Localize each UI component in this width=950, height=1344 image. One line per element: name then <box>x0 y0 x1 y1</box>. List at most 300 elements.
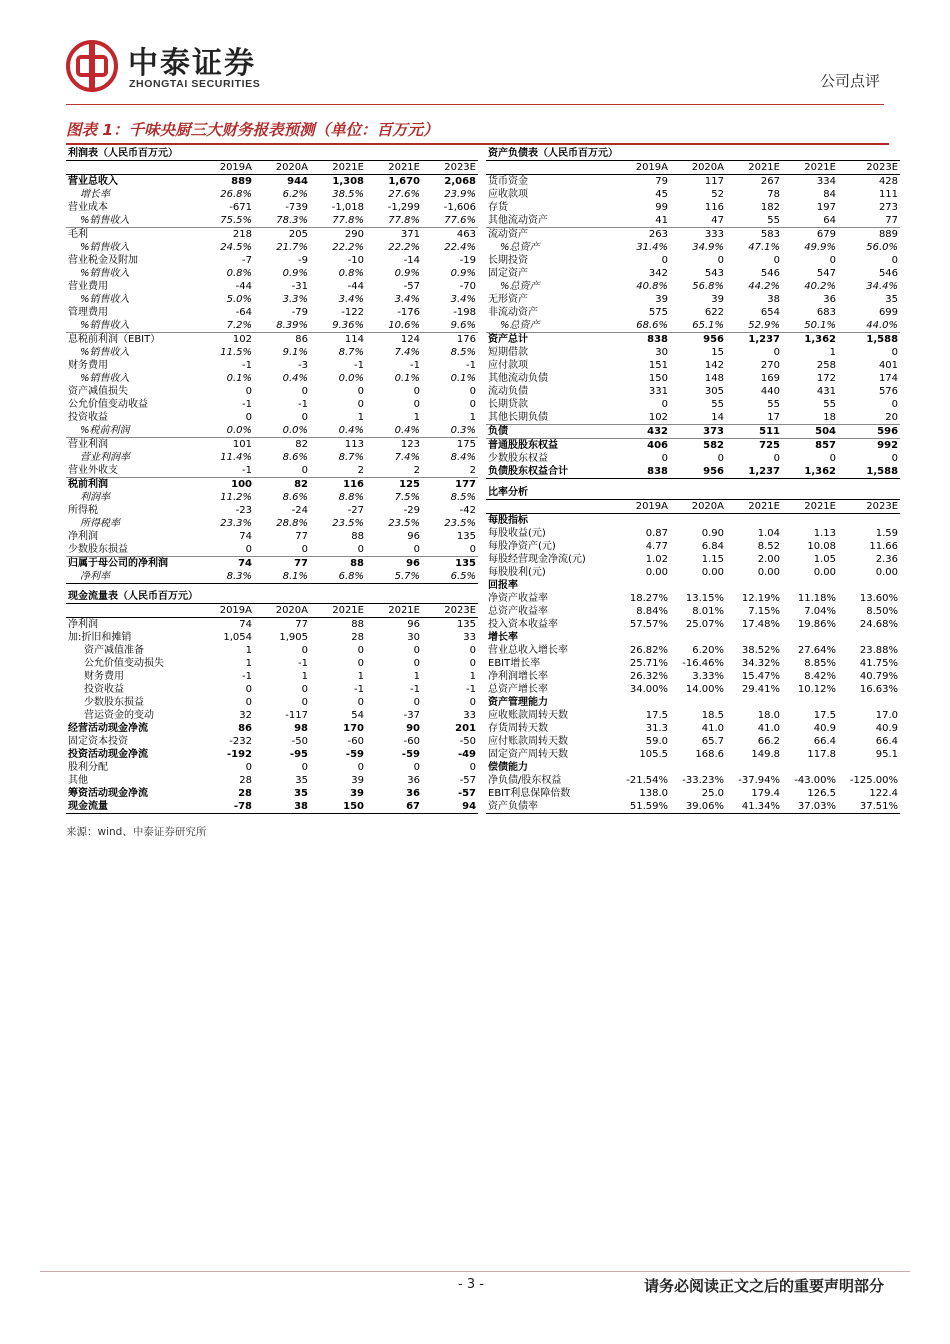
year-header: 2023E <box>838 500 900 514</box>
row-value: 331 <box>648 386 668 397</box>
row-value: 11.18% <box>797 593 836 604</box>
row-value <box>838 631 900 644</box>
row-value: 838 <box>616 333 670 347</box>
table-row <box>66 657 478 670</box>
row-value: 0 <box>661 453 668 464</box>
row-value: 7.2% <box>226 320 252 331</box>
row-value: -117 <box>285 710 308 721</box>
row-value: 26.32% <box>629 671 668 682</box>
row-label: 营运资金的变动 <box>84 710 154 721</box>
row-label: 归属于母公司的净利润 <box>66 557 198 571</box>
table-title: 现金流量表（人民币百万元） <box>66 590 478 604</box>
row-value: 0.0% <box>282 425 308 436</box>
table-row <box>66 696 478 709</box>
row-label: 所得税 <box>68 505 98 516</box>
row-value: 1,237 <box>726 333 782 347</box>
table-row <box>486 188 900 201</box>
row-value: 0.1% <box>226 373 252 384</box>
row-value: 17.5 <box>813 710 836 721</box>
row-label: 应收款项 <box>488 189 528 200</box>
row-value: -33.23% <box>682 775 724 786</box>
table-row <box>486 241 900 254</box>
row-value: 889 <box>231 176 252 187</box>
row-value: 0 <box>773 347 780 358</box>
row-label: 营业总收入增长率 <box>488 645 568 656</box>
row-value: 40.2% <box>804 281 836 292</box>
table-row <box>66 761 478 774</box>
row-label: 净资产收益率 <box>488 593 548 604</box>
row-value: 34.00% <box>629 684 668 695</box>
row-label: 存货周转天数 <box>488 723 548 734</box>
row-value: -57 <box>457 788 477 799</box>
table-row <box>66 504 478 517</box>
table-row <box>66 228 478 242</box>
table-row <box>66 254 478 267</box>
row-value: 30 <box>655 347 668 358</box>
row-value: 197 <box>816 202 836 213</box>
row-value: 1 <box>357 671 364 682</box>
row-value: 679 <box>782 228 838 242</box>
row-value: 2 <box>357 465 364 476</box>
row-value: -1 <box>354 360 364 371</box>
row-value: -7 <box>242 255 252 266</box>
row-value: 22.4% <box>444 242 476 253</box>
table-row <box>486 735 900 748</box>
row-value: 18.27% <box>629 593 668 604</box>
row-value: 440 <box>760 386 780 397</box>
row-value <box>726 696 782 709</box>
row-value: -43.00% <box>794 775 836 786</box>
row-value: -1 <box>242 671 252 682</box>
row-value: -24 <box>291 505 308 516</box>
row-value: 0 <box>413 544 420 555</box>
row-value: 39.06% <box>670 800 726 814</box>
row-value: 0.90 <box>701 528 724 539</box>
row-value: 117.8 <box>807 749 836 760</box>
table-row <box>486 800 900 814</box>
row-value: 0 <box>717 453 724 464</box>
row-value: 65.7 <box>701 736 724 747</box>
year-header: 2021E <box>726 500 782 514</box>
row-value: 0.0% <box>338 373 364 384</box>
row-value: 172 <box>816 373 836 384</box>
row-value: 77.6% <box>444 215 476 226</box>
page-number: - 3 - <box>458 1277 484 1292</box>
row-value: 1,362 <box>782 333 838 347</box>
row-value: 102 <box>198 333 254 347</box>
row-value: 176 <box>422 333 478 347</box>
row-label: 公允价值变动损失 <box>84 658 164 669</box>
row-value: 8.50% <box>866 606 899 617</box>
table-row <box>66 748 478 761</box>
year-header: 2023E <box>422 161 478 175</box>
row-value: 6.84 <box>701 541 724 552</box>
row-label: 资产减值损失 <box>68 386 128 397</box>
row-value: 0 <box>891 399 899 410</box>
row-value: 0 <box>357 386 364 397</box>
row-value: -1 <box>410 684 420 695</box>
row-value: 889 <box>838 228 900 242</box>
row-value: -70 <box>459 281 476 292</box>
row-label: 营业成本 <box>68 202 108 213</box>
row-value: 0 <box>245 762 252 773</box>
table-row <box>486 540 900 553</box>
row-value: 150 <box>648 373 668 384</box>
row-value: 201 <box>455 723 477 734</box>
row-value: 7.15% <box>748 606 780 617</box>
row-value: 0.00 <box>701 567 724 578</box>
row-value: 7.4% <box>394 347 420 358</box>
table-row <box>66 372 478 385</box>
row-value: 992 <box>838 439 900 453</box>
row-value: 0.87 <box>645 528 668 539</box>
year-header: 2021E <box>366 604 422 618</box>
row-value: 77 <box>254 557 310 571</box>
year-header: 2021E <box>782 161 838 175</box>
row-value: 8.39% <box>276 320 308 331</box>
row-value <box>782 696 838 709</box>
row-value: 32 <box>239 710 252 721</box>
row-value: 9.6% <box>450 320 476 331</box>
row-value: 683 <box>816 307 836 318</box>
row-value: 34.9% <box>692 242 724 253</box>
row-label: 总资产收益率 <box>488 606 548 617</box>
row-value <box>782 631 838 644</box>
row-value: 1 <box>357 412 364 423</box>
row-value: 74 <box>239 531 252 542</box>
row-value <box>670 631 726 644</box>
year-header: 2021E <box>782 500 838 514</box>
row-label: 净负债/股东权益 <box>488 775 562 786</box>
row-value: 0 <box>245 412 252 423</box>
figure-title-rule <box>66 143 889 145</box>
balance-sheet-table <box>486 147 900 479</box>
row-value: 0 <box>357 399 364 410</box>
row-value: 11.66 <box>869 541 899 552</box>
row-value: 30 <box>407 632 420 643</box>
table-row <box>486 709 900 722</box>
row-value: 0 <box>773 453 780 464</box>
row-value: 1 <box>829 347 836 358</box>
row-value: 334 <box>816 176 836 187</box>
row-label: 利润率 <box>80 492 110 503</box>
year-header-blank <box>486 500 616 514</box>
row-value: 55 <box>711 399 724 410</box>
row-value: 37.03% <box>782 800 838 814</box>
row-label: 偿债能力 <box>488 762 528 773</box>
row-label: 营业利润率 <box>80 452 130 463</box>
row-value <box>838 514 900 528</box>
row-value: 205 <box>254 228 310 242</box>
table-row <box>486 579 900 592</box>
row-value: 77 <box>295 531 308 542</box>
table-row <box>66 438 478 452</box>
row-label: 固定资产周转天数 <box>488 749 568 760</box>
zhongtai-logo-icon <box>66 40 118 92</box>
row-value: -50 <box>291 736 308 747</box>
row-label: 资产管理能力 <box>488 697 548 708</box>
table-row <box>66 735 478 748</box>
row-label: 营业外收支 <box>68 465 118 476</box>
row-label: 净利润 <box>68 619 98 630</box>
row-value <box>838 761 900 774</box>
row-value: 406 <box>616 439 670 453</box>
row-value: -192 <box>226 749 252 760</box>
row-value: 36 <box>406 788 420 799</box>
row-value: 15 <box>711 347 724 358</box>
row-label: 应收账款周转天数 <box>488 710 568 721</box>
row-value: 0.0% <box>226 425 252 436</box>
row-value: 3.4% <box>394 294 420 305</box>
row-value: 38 <box>767 294 780 305</box>
row-value: 12.19% <box>741 593 780 604</box>
row-value: 9.36% <box>332 320 364 331</box>
row-value: 37.51% <box>838 800 900 814</box>
row-label: 普通股股东权益 <box>486 439 616 453</box>
row-value: 7.5% <box>394 492 420 503</box>
row-value: 543 <box>704 268 724 279</box>
row-value: 0.00 <box>757 567 780 578</box>
row-value: -10 <box>347 255 364 266</box>
row-value: 10.6% <box>388 320 420 331</box>
table-row <box>486 787 900 800</box>
table-row <box>66 478 478 492</box>
row-value: -1 <box>242 399 252 410</box>
row-value: 55 <box>767 399 780 410</box>
row-value: 64 <box>823 215 836 226</box>
row-label: EBIT增长率 <box>488 658 541 669</box>
row-label: 负债股东权益合计 <box>486 465 616 479</box>
row-value: 124 <box>366 333 422 347</box>
row-value: 96 <box>366 557 422 571</box>
row-value: 13.15% <box>685 593 724 604</box>
row-value: 54 <box>351 710 364 721</box>
row-value: 1 <box>469 412 476 423</box>
row-value: 0.00 <box>813 567 836 578</box>
row-value: 21.7% <box>276 242 308 253</box>
row-value: 39 <box>711 294 724 305</box>
row-label: 少数股东权益 <box>488 453 548 464</box>
row-value: 956 <box>670 465 726 479</box>
row-value: 8.1% <box>254 570 310 584</box>
row-value: 575 <box>648 307 668 318</box>
table-title: 利润表（人民币百万元） <box>66 147 478 161</box>
row-value: 174 <box>878 373 899 384</box>
row-value: -176 <box>397 307 420 318</box>
row-value: 1.04 <box>757 528 780 539</box>
row-value: 13.60% <box>859 593 899 604</box>
row-value: 0.9% <box>450 268 476 279</box>
row-label: 其他流动资产 <box>488 215 548 226</box>
row-value: -232 <box>229 736 252 747</box>
row-value: 2 <box>413 465 420 476</box>
row-value: -29 <box>403 505 420 516</box>
row-value: 17.0 <box>875 710 899 721</box>
row-value: 258 <box>816 360 836 371</box>
row-label: 负债 <box>486 425 616 439</box>
table-row <box>66 188 478 201</box>
row-value: -1 <box>298 399 308 410</box>
row-value: -1 <box>354 684 364 695</box>
table-row <box>486 657 900 670</box>
row-value: 0 <box>301 465 308 476</box>
row-value: 82 <box>254 478 310 492</box>
row-value: -50 <box>459 736 477 747</box>
header-divider <box>66 104 884 105</box>
row-label: 净利润 <box>68 531 98 542</box>
row-value: 8.85% <box>804 658 836 669</box>
ratio-analysis-table <box>486 486 900 814</box>
row-label: %总资产 <box>500 281 540 292</box>
row-value: 1.05 <box>813 554 836 565</box>
row-value: 75.5% <box>220 215 252 226</box>
row-value: 52 <box>711 189 724 200</box>
row-value <box>782 514 838 528</box>
row-value: -1 <box>298 658 308 669</box>
row-value: 41 <box>655 215 668 226</box>
row-value: 169 <box>760 373 780 384</box>
row-value: 0 <box>301 697 308 708</box>
row-value: -60 <box>347 736 364 747</box>
table-row <box>486 683 900 696</box>
row-value <box>726 631 782 644</box>
row-value: 105.5 <box>639 749 668 760</box>
row-value: 1.15 <box>701 554 724 565</box>
row-value: 342 <box>648 268 668 279</box>
row-value <box>616 514 670 528</box>
row-value: 290 <box>310 228 366 242</box>
row-value: 546 <box>760 268 780 279</box>
year-header: 2019A <box>616 161 670 175</box>
row-value: 15.47% <box>741 671 780 682</box>
row-value: 0 <box>357 645 364 656</box>
row-value <box>670 579 726 592</box>
row-value: 168.6 <box>695 749 724 760</box>
row-label: 营业总收入 <box>68 176 118 187</box>
row-value: 0 <box>357 762 364 773</box>
row-value: 39 <box>655 294 668 305</box>
row-value: 47 <box>711 215 724 226</box>
row-value: -1 <box>410 360 420 371</box>
row-value: 50.1% <box>804 320 836 331</box>
table-row <box>66 774 478 787</box>
row-label: 资产总计 <box>486 333 616 347</box>
table-row <box>66 306 478 319</box>
row-value: 20 <box>885 412 899 423</box>
row-value: -122 <box>341 307 364 318</box>
source-note: 来源：wind、中泰证券研究所 <box>66 826 207 838</box>
row-value: 8.84% <box>636 606 668 617</box>
table-row <box>66 644 478 657</box>
row-value: 125 <box>366 478 422 492</box>
row-value: 57.57% <box>629 619 668 630</box>
row-value: 45 <box>655 189 668 200</box>
row-value: 6.2% <box>282 189 308 200</box>
table-row <box>486 618 900 631</box>
disclaimer-note: 请务必阅读正文之后的重要声明部分 <box>643 1277 884 1295</box>
row-value: 0 <box>469 658 477 669</box>
row-label: 回报率 <box>488 580 518 591</box>
row-value: 2.36 <box>875 554 899 565</box>
table-row <box>486 228 900 242</box>
row-value: 7.04% <box>804 606 836 617</box>
row-value: 36 <box>823 294 836 305</box>
row-label: 税前利润 <box>66 478 198 492</box>
row-value: 29.41% <box>741 684 780 695</box>
row-value: 36 <box>407 775 420 786</box>
row-value: 88 <box>351 619 364 630</box>
row-value: 0 <box>661 399 668 410</box>
row-value: 59.0 <box>645 736 668 747</box>
table-row <box>486 319 900 333</box>
table-row <box>486 293 900 306</box>
row-value: 98 <box>294 723 308 734</box>
row-value: 0.4% <box>338 425 364 436</box>
table-row <box>66 201 478 214</box>
year-header: 2023E <box>838 161 900 175</box>
row-value: 77 <box>885 215 899 226</box>
row-label: 固定资产 <box>488 268 528 279</box>
row-value: 82 <box>254 438 310 452</box>
row-label: 每股股利(元) <box>488 567 546 578</box>
row-value <box>726 514 782 528</box>
row-label: %总资产 <box>500 242 540 253</box>
row-value: 944 <box>287 176 308 187</box>
row-value: 25.07% <box>685 619 724 630</box>
row-value: -59 <box>345 749 364 760</box>
row-value: 41.0 <box>757 723 780 734</box>
row-label: 货币资金 <box>488 176 528 187</box>
row-value: 102 <box>648 412 668 423</box>
row-value: 582 <box>670 439 726 453</box>
row-value: 138.0 <box>639 788 668 799</box>
row-label: 毛利 <box>66 228 198 242</box>
row-value <box>616 696 670 709</box>
row-value: 26.82% <box>629 645 668 656</box>
year-header-blank <box>486 161 616 175</box>
row-value: 0 <box>245 684 252 695</box>
row-label: %销售收入 <box>80 294 130 305</box>
row-value: -44 <box>235 281 252 292</box>
row-value: 27.6% <box>388 189 420 200</box>
row-value: 31.3 <box>645 723 668 734</box>
row-label: %销售收入 <box>80 373 130 384</box>
table-row <box>486 644 900 657</box>
row-value: 18.5 <box>701 710 724 721</box>
row-value: 17 <box>767 412 780 423</box>
row-value: 0 <box>469 762 477 773</box>
row-value: 99 <box>655 202 668 213</box>
row-value: 0.9% <box>394 268 420 279</box>
row-value: 41.0 <box>701 723 724 734</box>
table-title: 资产负债表（人民币百万元） <box>486 147 900 161</box>
row-value: 1 <box>469 671 477 682</box>
row-value: 135 <box>456 619 477 630</box>
row-value: 622 <box>704 307 724 318</box>
row-value: 0 <box>357 697 364 708</box>
row-value: -1 <box>466 684 477 695</box>
row-value: 1 <box>301 671 308 682</box>
row-value: 77.8% <box>388 215 420 226</box>
row-value: 16.63% <box>859 684 899 695</box>
row-value: 52.9% <box>748 320 780 331</box>
table-row <box>486 452 900 465</box>
row-value: 101 <box>198 438 254 452</box>
row-value: 100 <box>198 478 254 492</box>
row-value: 35 <box>294 788 308 799</box>
row-value: 463 <box>422 228 478 242</box>
row-value: 19.86% <box>797 619 836 630</box>
